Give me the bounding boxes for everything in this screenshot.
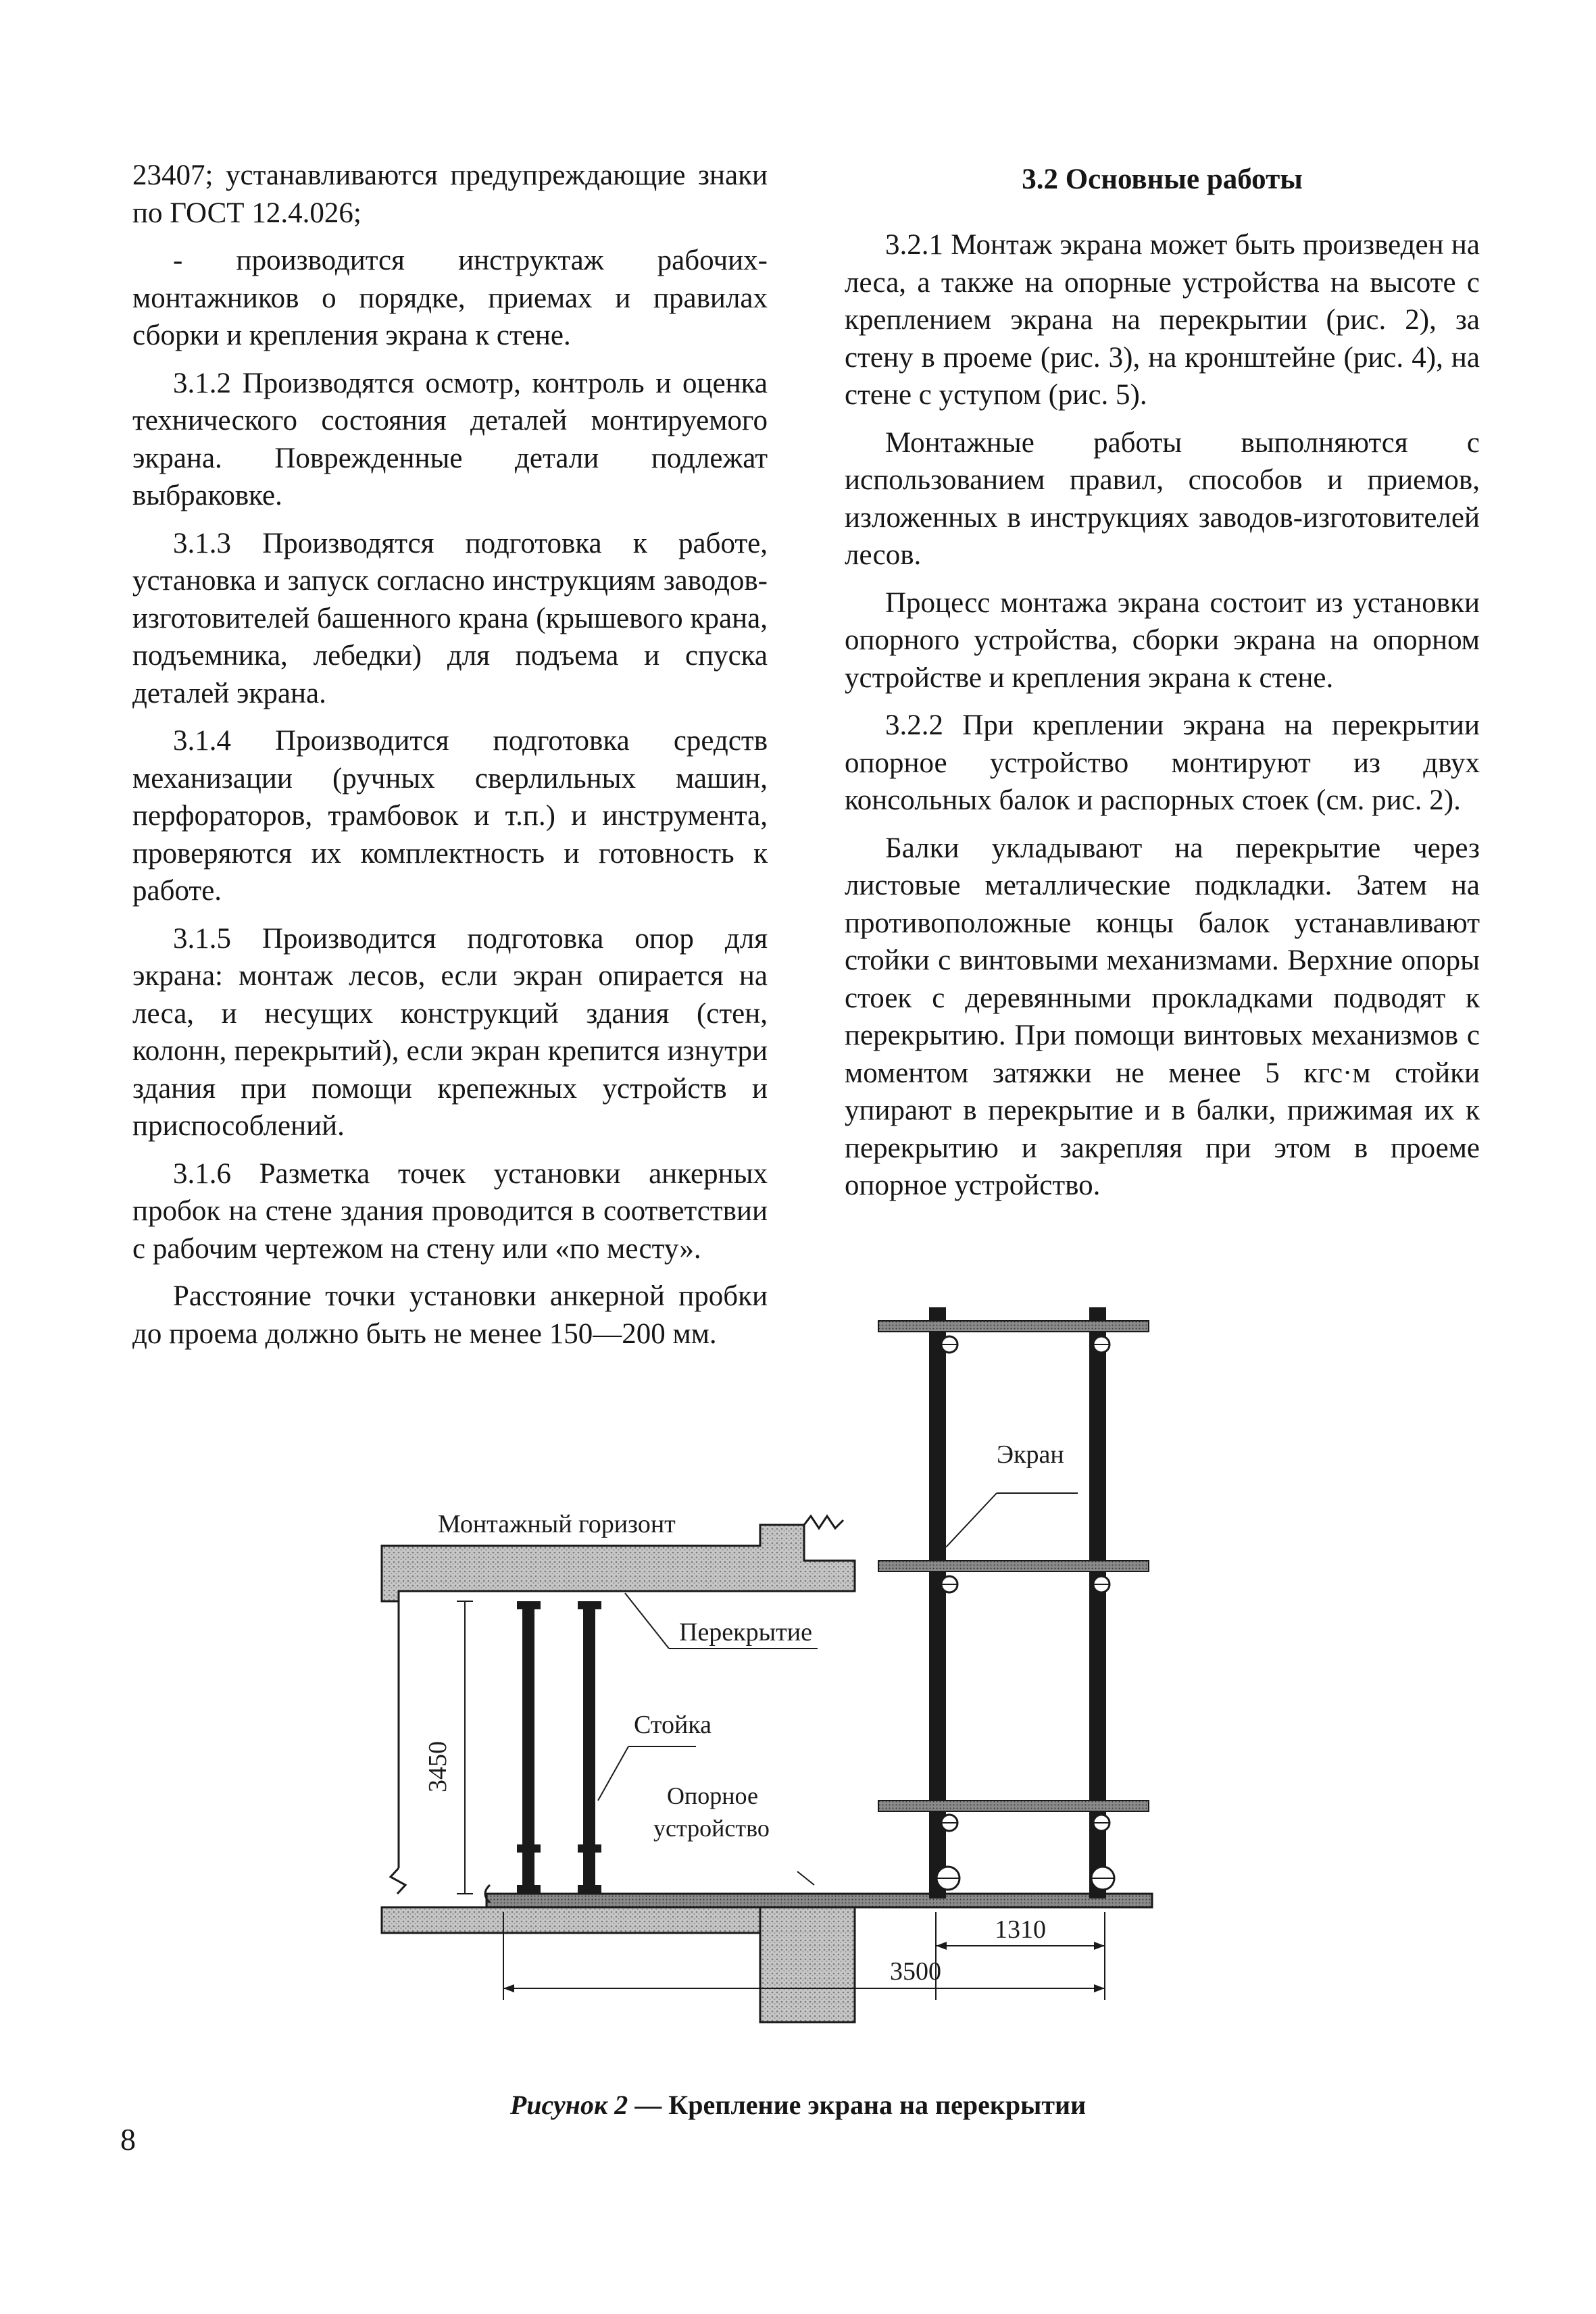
paragraph: Расстояние точки установки анкерной пробки до проема должно быть не менее 150—200 мм.	[132, 1280, 768, 1350]
support-posts	[517, 1601, 601, 1894]
paragraph: 3.2.2 При креплении экрана на перекрытии опорное устройство монтируют из двух консольных балок и распорных стоек (см. рис. 2).	[845, 709, 1480, 816]
paragraph: Монтажные работы выполняются с использованием правил, способов и приемов, изложенных в инструкциях заводов-изготовителей лесов.	[845, 426, 1480, 571]
slab-label: Перекрытие	[679, 1618, 812, 1646]
paragraph: 3.1.2 Производятся осмотр, контроль и оценка технического состояния деталей монтируемого экрана. Поврежденные детали подлежат выбраковке.	[132, 367, 768, 511]
paragraph: Балки укладывают на перекрытие через листовые металлические подкладки. Затем на противоположные концы балок устанавливают стойки с винтовыми механизмами. Верхние опоры стоек с деревянными прокладками подводят к перекрытию. При помощи винтовых механизмов с моментом затяжки не менее 5 кгс·м стойки упирают в перекрытие и в балки, прижимая их к перекрытию и закрепляя при этом в проеме опорное устройство.	[845, 832, 1480, 1201]
post-label: Стойка	[634, 1711, 712, 1739]
figure-number: Рисунок 2	[509, 2090, 628, 2120]
paragraph: 3.1.4 Производится подготовка средств механизации (ручных сверлильных машин, перфораторов, трамбовок и т.п.) и инструмента, проверяются их комплектность и готовность к работе.	[132, 725, 768, 907]
paragraph: 3.1.6 Разметка точек установки анкерных пробок на стене здания проводится в соответствии с рабочим чертежом на стену или «по месту».	[132, 1157, 768, 1265]
support-label-line2: устройство	[653, 1815, 770, 1842]
figure-caption	[0, 2089, 1596, 2121]
caption-dash: —	[628, 2090, 669, 2120]
support-label-line1: Опорное	[667, 1782, 758, 1809]
page-number: 8	[120, 2122, 136, 2157]
mounting-horizon-label: Монтажный горизонт	[438, 1510, 676, 1538]
paragraph: 3.1.3 Производятся подготовка к работе, установка и запуск согласно инструкциям заводов-изготовителей башенного крана (крышевого крана, подъемника, лебедки) для подъема и спуска деталей экрана.	[132, 527, 768, 709]
screen-label: Экран	[997, 1440, 1064, 1469]
paragraph: Процесс монтажа экрана состоит из установки опорного устройства, сборки экрана на опорном устройстве и крепления экрана к стене.	[845, 586, 1480, 694]
width-dimension-1310: 1310	[995, 1915, 1046, 1944]
section-heading: 3.2 Основные работы	[1022, 164, 1303, 195]
screen-frame	[878, 1307, 1149, 1898]
width-dimension-3500: 3500	[890, 1957, 941, 1986]
height-dimension: 3450	[424, 1741, 452, 1792]
lower-floor-slab	[382, 1885, 1152, 2022]
wall-section	[391, 1601, 405, 1894]
paragraph: 3.1.5 Производится подготовка опор для экрана: монтаж лесов, если экран опирается на леса, и несущих конструкций здания (стен, колонн, перекрытий), если экран крепится изнутри здания при помощи крепежных устройств и приспособлений.	[132, 922, 768, 1142]
paragraph: 3.2.1 Монтаж экрана может быть произведен на леса, а также на опорные устройства на высоте с креплением экрана на перекрытии (рис. 2), за стену в проеме (рис. 3), на кронштейне (рис. 4), на стене с уступом (рис. 5).	[845, 229, 1480, 411]
paragraph: 23407; устанавливаются предупреждающие знаки по ГОСТ 12.4.026;	[132, 159, 768, 229]
paragraph: - производится инструктаж рабочих-монтажников о порядке, приемах и правилах сборки и крепления экрана к стене.	[132, 245, 768, 351]
caption-text: Крепление экрана на перекрытии	[668, 2090, 1087, 2120]
